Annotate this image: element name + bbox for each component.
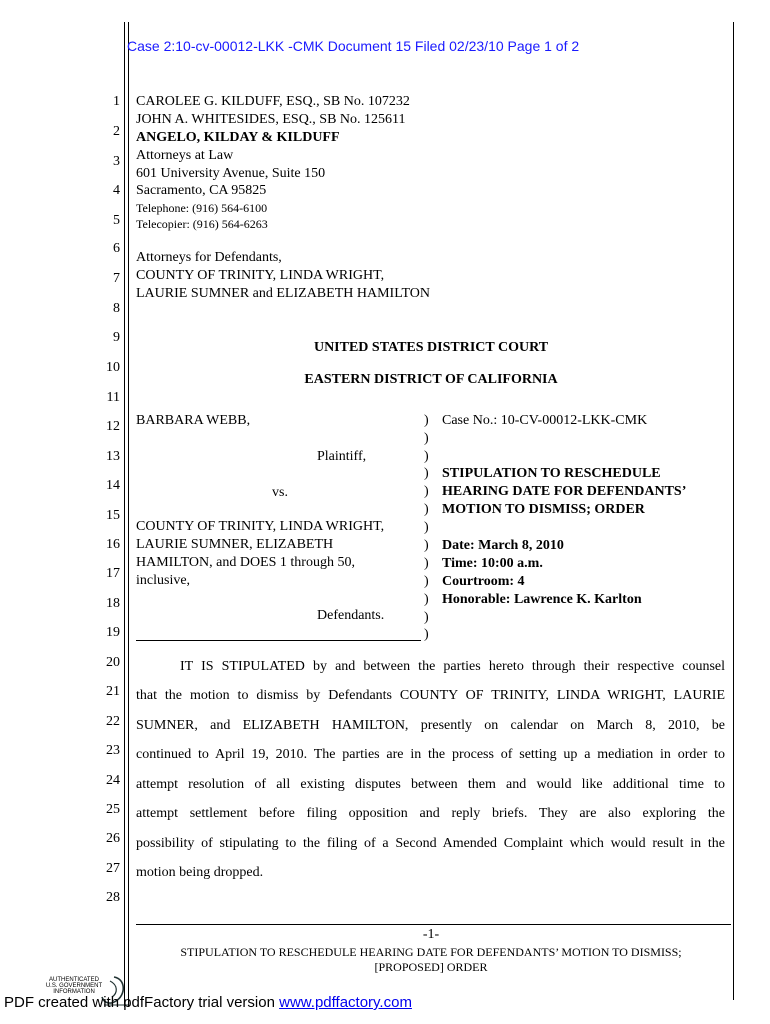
line-number: 26 xyxy=(106,831,120,846)
paren: ) xyxy=(424,627,429,642)
line-number: 15 xyxy=(106,508,120,523)
paren: ) xyxy=(424,431,429,446)
document-title-line: STIPULATION TO RESCHEDULE xyxy=(442,466,661,481)
left-margin-rule-outer xyxy=(124,22,125,1007)
paren: ) xyxy=(424,466,429,481)
line-number: 22 xyxy=(106,714,120,729)
left-margin-rule-inner xyxy=(128,22,129,1007)
line-number: 25 xyxy=(106,802,120,817)
attorneys-for-line: LAURIE SUMNER and ELIZABETH HAMILTON xyxy=(136,286,430,301)
line-number: 19 xyxy=(106,625,120,640)
line-number: 10 xyxy=(106,360,120,375)
attorney-title: Attorneys at Law xyxy=(136,148,234,163)
paren: ) xyxy=(424,592,429,607)
case-header: Case 2:10-cv-00012-LKK -CMK Document 15 Filed 02/23/10 Page 1 of 2 xyxy=(127,38,580,54)
judge: Honorable: Lawrence K. Karlton xyxy=(442,592,642,607)
document-title-line: MOTION TO DISMISS; ORDER xyxy=(442,502,645,517)
body-line: attempt resolution of all existing disputes between them and would like additional time to xyxy=(136,777,725,792)
pdf-creator-text: PDF created with pdfFactory trial version xyxy=(4,994,280,1011)
attorneys-for-line: Attorneys for Defendants, xyxy=(136,250,282,265)
footer-title-line: [PROPOSED] ORDER xyxy=(374,960,488,974)
body-line: IT IS STIPULATED by and between the parties hereto through their respective counsel xyxy=(180,659,725,674)
line-number: 13 xyxy=(106,449,120,464)
line-number: 8 xyxy=(113,301,120,316)
defendants-line: COUNTY OF TRINITY, LINDA WRIGHT, xyxy=(136,519,385,534)
line-number: 3 xyxy=(113,154,120,169)
line-number: 14 xyxy=(106,478,120,493)
line-number: 6 xyxy=(113,241,120,256)
line-number: 17 xyxy=(106,566,120,581)
defendants-line: inclusive, xyxy=(136,573,191,588)
attorney-line: JOHN A. WHITESIDES, ESQ., SB No. 125611 xyxy=(136,112,406,127)
body-line: SUMNER, and ELIZABETH HAMILTON, presently on calendar on March 8, 2010, be xyxy=(136,718,725,733)
line-number: 9 xyxy=(113,330,120,345)
paren: ) xyxy=(424,538,429,553)
line-number: 7 xyxy=(113,271,120,286)
paren: ) xyxy=(424,502,429,517)
line-number: 27 xyxy=(106,861,120,876)
pdf-creator-note xyxy=(4,994,412,1011)
defendants-role: Defendants. xyxy=(317,608,385,623)
case-number: Case No.: 10-CV-00012-LKK-CMK xyxy=(442,413,648,428)
caption-underline xyxy=(136,640,421,641)
defendants-line: HAMILTON, and DOES 1 through 50, xyxy=(136,555,355,570)
line-number: 1 xyxy=(113,94,120,109)
line-number: 24 xyxy=(106,773,120,788)
pdffactory-link[interactable]: www.pdffactory.com xyxy=(279,994,412,1011)
footer-title-line: STIPULATION TO RESCHEDULE HEARING DATE FOR DEFENDANTS’ MOTION TO DISMISS; xyxy=(180,945,682,959)
line-number: 5 xyxy=(113,213,120,228)
seal-text: AUTHENTICATED xyxy=(49,977,99,983)
law-firm-name: ANGELO, KILDAY & KILDUFF xyxy=(136,130,340,145)
line-number: 4 xyxy=(113,183,120,198)
line-number: 20 xyxy=(106,655,120,670)
line-number: 2 xyxy=(113,124,120,139)
right-margin-rule xyxy=(733,22,734,1000)
attorney-line: CAROLEE G. KILDUFF, ESQ., SB No. 107232 xyxy=(136,94,410,109)
paren: ) xyxy=(424,413,429,428)
paren: ) xyxy=(424,449,429,464)
body-line: continued to April 19, 2010. The parties are in the process of setting up a mediation in order to xyxy=(136,747,725,762)
line-number: 21 xyxy=(106,684,120,699)
seal-text: U.S. GOVERNMENT xyxy=(45,983,103,989)
paren: ) xyxy=(424,520,429,535)
document-title-line: HEARING DATE FOR DEFENDANTS’ xyxy=(442,484,687,499)
court-name: UNITED STATES DISTRICT COURT xyxy=(313,340,549,355)
seal-text: INFORMATION xyxy=(53,989,95,995)
footer-rule xyxy=(136,924,731,925)
plaintiff-role: Plaintiff, xyxy=(317,449,367,464)
line-number: 18 xyxy=(106,596,120,611)
paren: ) xyxy=(424,556,429,571)
telecopier: Telecopier: (916) 564-6263 xyxy=(136,217,268,231)
telephone: Telephone: (916) 564-6100 xyxy=(136,201,268,215)
line-number: 23 xyxy=(106,743,120,758)
body-line: motion being dropped. xyxy=(136,865,264,880)
courtroom: Courtroom: 4 xyxy=(442,574,525,589)
body-line: possibility of stipulating to the filing of a Second Amended Complaint which would result in the xyxy=(136,836,725,851)
versus: vs. xyxy=(272,485,288,500)
line-number: 12 xyxy=(106,419,120,434)
address-line: 601 University Avenue, Suite 150 xyxy=(136,166,326,181)
paren: ) xyxy=(424,574,429,589)
court-district: EASTERN DISTRICT OF CALIFORNIA xyxy=(304,372,558,387)
body-line: that the motion to dismiss by Defendants COUNTY OF TRINITY, LINDA WRIGHT, LAURIE xyxy=(136,688,725,703)
address-line: Sacramento, CA 95825 xyxy=(136,183,267,198)
line-number: 11 xyxy=(106,390,120,405)
line-number: 16 xyxy=(106,537,120,552)
line-number: 28 xyxy=(106,890,120,905)
hearing-date: Date: March 8, 2010 xyxy=(442,538,564,553)
body-line: attempt settlement before filing opposition and reply briefs. They are also exploring the xyxy=(136,806,725,821)
hearing-time: Time: 10:00 a.m. xyxy=(442,556,543,571)
plaintiff-name: BARBARA WEBB, xyxy=(136,413,251,428)
page-number: -1- xyxy=(422,927,440,942)
paren: ) xyxy=(424,610,429,625)
attorneys-for-line: COUNTY OF TRINITY, LINDA WRIGHT, xyxy=(136,268,385,283)
paren: ) xyxy=(424,484,429,499)
defendants-line: LAURIE SUMNER, ELIZABETH xyxy=(136,537,334,552)
